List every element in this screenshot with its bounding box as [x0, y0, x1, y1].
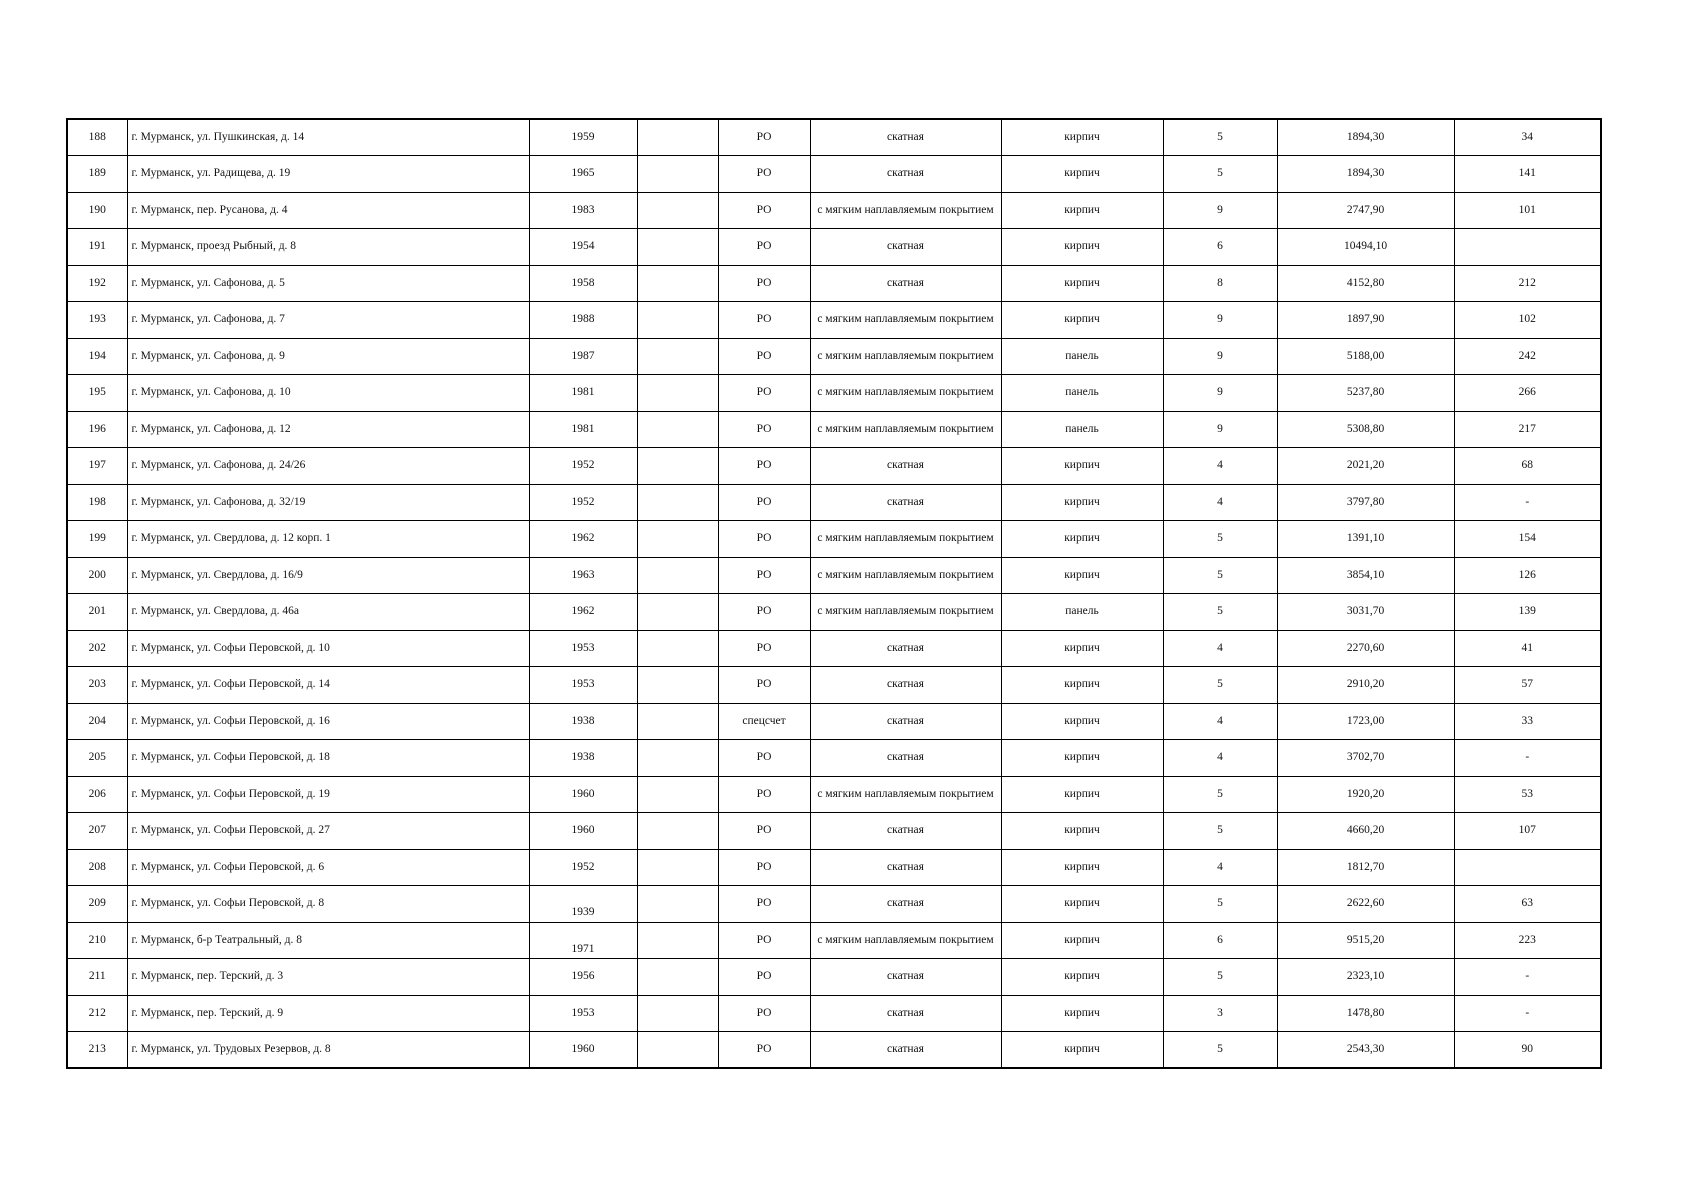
- row-number-cell: 208: [67, 849, 127, 886]
- table-row: [67, 156, 1601, 193]
- area-cell: 5188,00: [1277, 338, 1454, 375]
- area-cell: 3854,10: [1277, 557, 1454, 594]
- wall-material-cell: кирпич: [1001, 959, 1163, 996]
- count-cell: 57: [1454, 667, 1601, 704]
- row-number-cell: 188: [67, 119, 127, 156]
- empty-cell: [637, 740, 718, 777]
- count-cell: -: [1454, 740, 1601, 777]
- address-cell: г. Мурманск, ул. Софьи Перовской, д. 27: [127, 813, 529, 850]
- roof-type-cell: с мягким наплавляемым покрытием: [810, 557, 1001, 594]
- count-cell: 212: [1454, 265, 1601, 302]
- table-row: [67, 448, 1601, 485]
- account-type-cell: РО: [718, 338, 810, 375]
- address-cell: г. Мурманск, ул. Софьи Перовской, д. 19: [127, 776, 529, 813]
- account-type-cell: РО: [718, 959, 810, 996]
- roof-type-cell: с мягким наплавляемым покрытием: [810, 375, 1001, 412]
- empty-cell: [637, 411, 718, 448]
- account-type-cell: РО: [718, 448, 810, 485]
- row-number-cell: 212: [67, 995, 127, 1032]
- wall-material-cell: кирпич: [1001, 557, 1163, 594]
- floors-cell: 6: [1163, 229, 1277, 266]
- floors-cell: 9: [1163, 192, 1277, 229]
- empty-cell: [637, 448, 718, 485]
- year-built-cell: 1938: [529, 740, 637, 777]
- row-number-cell: 210: [67, 922, 127, 959]
- roof-type-cell: с мягким наплавляемым покрытием: [810, 192, 1001, 229]
- account-type-cell: РО: [718, 922, 810, 959]
- floors-cell: 4: [1163, 484, 1277, 521]
- wall-material-cell: панель: [1001, 411, 1163, 448]
- account-type-cell: РО: [718, 886, 810, 923]
- year-built-cell: 1952: [529, 484, 637, 521]
- wall-material-cell: панель: [1001, 338, 1163, 375]
- wall-material-cell: кирпич: [1001, 886, 1163, 923]
- count-cell: 242: [1454, 338, 1601, 375]
- account-type-cell: РО: [718, 667, 810, 704]
- roof-type-cell: скатная: [810, 448, 1001, 485]
- roof-type-cell: с мягким наплавляемым покрытием: [810, 302, 1001, 339]
- empty-cell: [637, 630, 718, 667]
- account-type-cell: спецсчет: [718, 703, 810, 740]
- area-cell: 5308,80: [1277, 411, 1454, 448]
- year-built-cell: 1971: [529, 922, 637, 959]
- wall-material-cell: кирпич: [1001, 302, 1163, 339]
- area-cell: 1812,70: [1277, 849, 1454, 886]
- count-cell: 90: [1454, 1032, 1601, 1069]
- roof-type-cell: скатная: [810, 229, 1001, 266]
- table-row: [67, 119, 1601, 156]
- floors-cell: 6: [1163, 922, 1277, 959]
- address-cell: г. Мурманск, ул. Софьи Перовской, д. 10: [127, 630, 529, 667]
- address-cell: г. Мурманск, ул. Сафонова, д. 10: [127, 375, 529, 412]
- floors-cell: 5: [1163, 959, 1277, 996]
- wall-material-cell: кирпич: [1001, 229, 1163, 266]
- roof-type-cell: скатная: [810, 959, 1001, 996]
- table-row: [67, 229, 1601, 266]
- account-type-cell: РО: [718, 156, 810, 193]
- year-built-cell: 1962: [529, 594, 637, 631]
- empty-cell: [637, 119, 718, 156]
- account-type-cell: РО: [718, 521, 810, 558]
- empty-cell: [637, 156, 718, 193]
- row-number-cell: 196: [67, 411, 127, 448]
- wall-material-cell: кирпич: [1001, 849, 1163, 886]
- account-type-cell: РО: [718, 740, 810, 777]
- year-built-cell: 1960: [529, 813, 637, 850]
- wall-material-cell: кирпич: [1001, 630, 1163, 667]
- area-cell: 1894,30: [1277, 119, 1454, 156]
- address-cell: г. Мурманск, ул. Сафонова, д. 24/26: [127, 448, 529, 485]
- account-type-cell: РО: [718, 630, 810, 667]
- row-number-cell: 202: [67, 630, 127, 667]
- floors-cell: 5: [1163, 557, 1277, 594]
- account-type-cell: РО: [718, 302, 810, 339]
- area-cell: 2910,20: [1277, 667, 1454, 704]
- count-cell: 53: [1454, 776, 1601, 813]
- count-cell: 63: [1454, 886, 1601, 923]
- area-cell: 3031,70: [1277, 594, 1454, 631]
- row-number-cell: 211: [67, 959, 127, 996]
- address-cell: г. Мурманск, пер. Терский, д. 3: [127, 959, 529, 996]
- floors-cell: 9: [1163, 338, 1277, 375]
- table-row: [67, 995, 1601, 1032]
- table-row: [67, 630, 1601, 667]
- address-cell: г. Мурманск, ул. Сафонова, д. 7: [127, 302, 529, 339]
- count-cell: 41: [1454, 630, 1601, 667]
- year-built-cell: 1958: [529, 265, 637, 302]
- table-row: [67, 594, 1601, 631]
- wall-material-cell: кирпич: [1001, 922, 1163, 959]
- floors-cell: 9: [1163, 375, 1277, 412]
- count-cell: 154: [1454, 521, 1601, 558]
- wall-material-cell: кирпич: [1001, 1032, 1163, 1069]
- year-built-cell: 1952: [529, 849, 637, 886]
- floors-cell: 5: [1163, 886, 1277, 923]
- roof-type-cell: скатная: [810, 484, 1001, 521]
- address-cell: г. Мурманск, ул. Софьи Перовской, д. 8: [127, 886, 529, 923]
- wall-material-cell: панель: [1001, 375, 1163, 412]
- empty-cell: [637, 521, 718, 558]
- table-row: [67, 740, 1601, 777]
- wall-material-cell: кирпич: [1001, 192, 1163, 229]
- year-built-cell: 1959: [529, 119, 637, 156]
- year-built-cell: 1960: [529, 1032, 637, 1069]
- wall-material-cell: кирпич: [1001, 448, 1163, 485]
- roof-type-cell: скатная: [810, 156, 1001, 193]
- wall-material-cell: панель: [1001, 594, 1163, 631]
- floors-cell: 4: [1163, 740, 1277, 777]
- row-number-cell: 206: [67, 776, 127, 813]
- table-row: [67, 411, 1601, 448]
- floors-cell: 9: [1163, 302, 1277, 339]
- count-cell: -: [1454, 995, 1601, 1032]
- roof-type-cell: скатная: [810, 740, 1001, 777]
- account-type-cell: РО: [718, 119, 810, 156]
- row-number-cell: 191: [67, 229, 127, 266]
- table-row: [67, 922, 1601, 959]
- table-row: [67, 667, 1601, 704]
- year-built-cell: 1956: [529, 959, 637, 996]
- row-number-cell: 198: [67, 484, 127, 521]
- empty-cell: [637, 1032, 718, 1069]
- year-built-cell: 1965: [529, 156, 637, 193]
- count-cell: 217: [1454, 411, 1601, 448]
- account-type-cell: РО: [718, 229, 810, 266]
- area-cell: 1391,10: [1277, 521, 1454, 558]
- year-built-cell: 1954: [529, 229, 637, 266]
- empty-cell: [637, 776, 718, 813]
- address-cell: г. Мурманск, ул. Софьи Перовской, д. 16: [127, 703, 529, 740]
- wall-material-cell: кирпич: [1001, 119, 1163, 156]
- area-cell: 4660,20: [1277, 813, 1454, 850]
- floors-cell: 5: [1163, 776, 1277, 813]
- empty-cell: [637, 922, 718, 959]
- wall-material-cell: кирпич: [1001, 667, 1163, 704]
- empty-cell: [637, 813, 718, 850]
- wall-material-cell: кирпич: [1001, 740, 1163, 777]
- empty-cell: [637, 995, 718, 1032]
- table-row: [67, 959, 1601, 996]
- account-type-cell: РО: [718, 411, 810, 448]
- floors-cell: 5: [1163, 521, 1277, 558]
- row-number-cell: 189: [67, 156, 127, 193]
- row-number-cell: 207: [67, 813, 127, 850]
- roof-type-cell: скатная: [810, 265, 1001, 302]
- count-cell: 141: [1454, 156, 1601, 193]
- year-built-cell: 1981: [529, 375, 637, 412]
- address-cell: г. Мурманск, ул. Сафонова, д. 12: [127, 411, 529, 448]
- address-cell: г. Мурманск, ул. Сафонова, д. 9: [127, 338, 529, 375]
- housing-table: [66, 118, 1602, 1069]
- address-cell: г. Мурманск, ул. Софьи Перовской, д. 18: [127, 740, 529, 777]
- empty-cell: [637, 229, 718, 266]
- floors-cell: 8: [1163, 265, 1277, 302]
- address-cell: г. Мурманск, ул. Радищева, д. 19: [127, 156, 529, 193]
- address-cell: г. Мурманск, пер. Терский, д. 9: [127, 995, 529, 1032]
- row-number-cell: 205: [67, 740, 127, 777]
- year-built-cell: 1939: [529, 886, 637, 923]
- empty-cell: [637, 338, 718, 375]
- table-row: [67, 265, 1601, 302]
- area-cell: 1897,90: [1277, 302, 1454, 339]
- area-cell: 2622,60: [1277, 886, 1454, 923]
- row-number-cell: 199: [67, 521, 127, 558]
- roof-type-cell: скатная: [810, 813, 1001, 850]
- wall-material-cell: кирпич: [1001, 265, 1163, 302]
- area-cell: 3797,80: [1277, 484, 1454, 521]
- floors-cell: 5: [1163, 156, 1277, 193]
- address-cell: г. Мурманск, ул. Софьи Перовской, д. 6: [127, 849, 529, 886]
- roof-type-cell: скатная: [810, 849, 1001, 886]
- roof-type-cell: скатная: [810, 630, 1001, 667]
- year-built-cell: 1987: [529, 338, 637, 375]
- account-type-cell: РО: [718, 776, 810, 813]
- area-cell: 10494,10: [1277, 229, 1454, 266]
- count-cell: 68: [1454, 448, 1601, 485]
- address-cell: г. Мурманск, пер. Русанова, д. 4: [127, 192, 529, 229]
- empty-cell: [637, 192, 718, 229]
- address-cell: г. Мурманск, ул. Свердлова, д. 16/9: [127, 557, 529, 594]
- count-cell: 107: [1454, 813, 1601, 850]
- area-cell: 5237,80: [1277, 375, 1454, 412]
- wall-material-cell: кирпич: [1001, 995, 1163, 1032]
- row-number-cell: 209: [67, 886, 127, 923]
- year-built-cell: 1952: [529, 448, 637, 485]
- roof-type-cell: с мягким наплавляемым покрытием: [810, 338, 1001, 375]
- floors-cell: 5: [1163, 594, 1277, 631]
- year-built-cell: 1962: [529, 521, 637, 558]
- year-built-cell: 1988: [529, 302, 637, 339]
- empty-cell: [637, 375, 718, 412]
- area-cell: 2747,90: [1277, 192, 1454, 229]
- empty-cell: [637, 959, 718, 996]
- address-cell: г. Мурманск, ул. Свердлова, д. 12 корп. 1: [127, 521, 529, 558]
- area-cell: 1478,80: [1277, 995, 1454, 1032]
- row-number-cell: 213: [67, 1032, 127, 1069]
- empty-cell: [637, 302, 718, 339]
- table-row: [67, 886, 1601, 923]
- wall-material-cell: кирпич: [1001, 521, 1163, 558]
- address-cell: г. Мурманск, ул. Пушкинская, д. 14: [127, 119, 529, 156]
- address-cell: г. Мурманск, б-р Театральный, д. 8: [127, 922, 529, 959]
- year-built-cell: 1938: [529, 703, 637, 740]
- roof-type-cell: скатная: [810, 667, 1001, 704]
- account-type-cell: РО: [718, 995, 810, 1032]
- wall-material-cell: кирпич: [1001, 776, 1163, 813]
- row-number-cell: 200: [67, 557, 127, 594]
- account-type-cell: РО: [718, 849, 810, 886]
- year-built-cell: 1953: [529, 667, 637, 704]
- address-cell: г. Мурманск, ул. Софьи Перовской, д. 14: [127, 667, 529, 704]
- table-row: [67, 557, 1601, 594]
- row-number-cell: 190: [67, 192, 127, 229]
- table-row: [67, 192, 1601, 229]
- table-row: [67, 776, 1601, 813]
- account-type-cell: РО: [718, 484, 810, 521]
- year-built-cell: 1981: [529, 411, 637, 448]
- area-cell: 2543,30: [1277, 1032, 1454, 1069]
- empty-cell: [637, 667, 718, 704]
- empty-cell: [637, 484, 718, 521]
- wall-material-cell: кирпич: [1001, 703, 1163, 740]
- wall-material-cell: кирпич: [1001, 813, 1163, 850]
- address-cell: г. Мурманск, ул. Трудовых Резервов, д. 8: [127, 1032, 529, 1069]
- floors-cell: 5: [1163, 1032, 1277, 1069]
- roof-type-cell: с мягким наплавляемым покрытием: [810, 521, 1001, 558]
- year-built-cell: 1960: [529, 776, 637, 813]
- count-cell: 266: [1454, 375, 1601, 412]
- floors-cell: 4: [1163, 849, 1277, 886]
- table-row: [67, 484, 1601, 521]
- account-type-cell: РО: [718, 192, 810, 229]
- row-number-cell: 203: [67, 667, 127, 704]
- count-cell: 102: [1454, 302, 1601, 339]
- account-type-cell: РО: [718, 557, 810, 594]
- empty-cell: [637, 886, 718, 923]
- wall-material-cell: кирпич: [1001, 156, 1163, 193]
- floors-cell: 5: [1163, 667, 1277, 704]
- year-built-cell: 1953: [529, 630, 637, 667]
- count-cell: 126: [1454, 557, 1601, 594]
- row-number-cell: 204: [67, 703, 127, 740]
- row-number-cell: 195: [67, 375, 127, 412]
- table-body: [67, 119, 1601, 1068]
- table-row: [67, 849, 1601, 886]
- row-number-cell: 192: [67, 265, 127, 302]
- empty-cell: [637, 594, 718, 631]
- account-type-cell: РО: [718, 265, 810, 302]
- count-cell: 101: [1454, 192, 1601, 229]
- area-cell: 9515,20: [1277, 922, 1454, 959]
- roof-type-cell: с мягким наплавляемым покрытием: [810, 922, 1001, 959]
- wall-material-cell: кирпич: [1001, 484, 1163, 521]
- year-built-cell: 1983: [529, 192, 637, 229]
- floors-cell: 4: [1163, 448, 1277, 485]
- area-cell: 2323,10: [1277, 959, 1454, 996]
- count-cell: -: [1454, 959, 1601, 996]
- roof-type-cell: с мягким наплавляемым покрытием: [810, 594, 1001, 631]
- account-type-cell: РО: [718, 594, 810, 631]
- count-cell: [1454, 229, 1601, 266]
- account-type-cell: РО: [718, 1032, 810, 1069]
- area-cell: 2270,60: [1277, 630, 1454, 667]
- row-number-cell: 201: [67, 594, 127, 631]
- roof-type-cell: с мягким наплавляемым покрытием: [810, 411, 1001, 448]
- area-cell: 3702,70: [1277, 740, 1454, 777]
- empty-cell: [637, 265, 718, 302]
- count-cell: [1454, 849, 1601, 886]
- table-row: [67, 703, 1601, 740]
- row-number-cell: 197: [67, 448, 127, 485]
- table-row: [67, 338, 1601, 375]
- year-built-cell: 1953: [529, 995, 637, 1032]
- address-cell: г. Мурманск, проезд Рыбный, д. 8: [127, 229, 529, 266]
- row-number-cell: 194: [67, 338, 127, 375]
- address-cell: г. Мурманск, ул. Свердлова, д. 46а: [127, 594, 529, 631]
- count-cell: 34: [1454, 119, 1601, 156]
- area-cell: 1920,20: [1277, 776, 1454, 813]
- table-row: [67, 375, 1601, 412]
- count-cell: 33: [1454, 703, 1601, 740]
- area-cell: 1894,30: [1277, 156, 1454, 193]
- roof-type-cell: скатная: [810, 886, 1001, 923]
- area-cell: 2021,20: [1277, 448, 1454, 485]
- empty-cell: [637, 557, 718, 594]
- table-row: [67, 1032, 1601, 1069]
- floors-cell: 5: [1163, 119, 1277, 156]
- floors-cell: 4: [1163, 703, 1277, 740]
- count-cell: -: [1454, 484, 1601, 521]
- empty-cell: [637, 703, 718, 740]
- roof-type-cell: скатная: [810, 1032, 1001, 1069]
- account-type-cell: РО: [718, 375, 810, 412]
- count-cell: 139: [1454, 594, 1601, 631]
- count-cell: 223: [1454, 922, 1601, 959]
- roof-type-cell: скатная: [810, 703, 1001, 740]
- address-cell: г. Мурманск, ул. Сафонова, д. 32/19: [127, 484, 529, 521]
- table-row: [67, 521, 1601, 558]
- area-cell: 4152,80: [1277, 265, 1454, 302]
- year-built-cell: 1963: [529, 557, 637, 594]
- roof-type-cell: скатная: [810, 995, 1001, 1032]
- floors-cell: 3: [1163, 995, 1277, 1032]
- floors-cell: 4: [1163, 630, 1277, 667]
- account-type-cell: РО: [718, 813, 810, 850]
- row-number-cell: 193: [67, 302, 127, 339]
- empty-cell: [637, 849, 718, 886]
- roof-type-cell: скатная: [810, 119, 1001, 156]
- table-row: [67, 813, 1601, 850]
- table-row: [67, 302, 1601, 339]
- floors-cell: 9: [1163, 411, 1277, 448]
- roof-type-cell: с мягким наплавляемым покрытием: [810, 776, 1001, 813]
- area-cell: 1723,00: [1277, 703, 1454, 740]
- address-cell: г. Мурманск, ул. Сафонова, д. 5: [127, 265, 529, 302]
- floors-cell: 5: [1163, 813, 1277, 850]
